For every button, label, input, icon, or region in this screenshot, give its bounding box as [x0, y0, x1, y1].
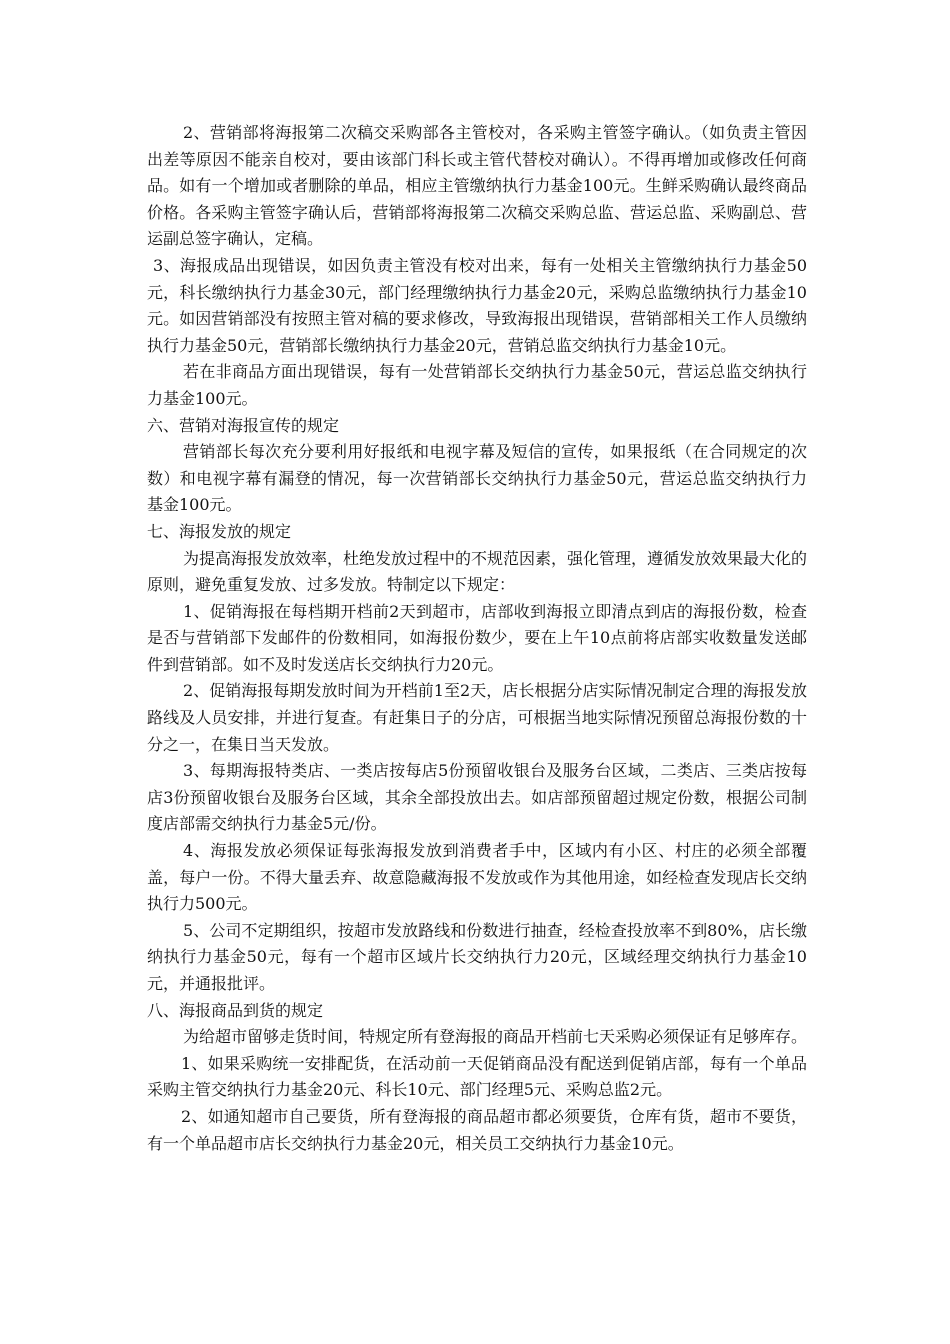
paragraph-non-product-errors: 若在非商品方面出现错误，每有一处营销部长交纳执行力基金50元，营运总监交纳执行力基金100元。 [147, 362, 807, 408]
paragraph-distribution-rule-2: 2、促销海报每期发放时间为开档前1至2天，店长根据分店实际情况制定合理的海报发放路线及人员安排，并进行复查。有赶集日子的分店，可根据当地实际情况预留总海报份数的十分之一，在集日当天发放。 [147, 681, 807, 754]
paragraph-promotion-rules: 营销部长每次充分要利用好报纸和电视字幕及短信的宣传，如果报纸（在合同规定的次数）和电视字幕有漏登的情况，每一次营销部长交纳执行力基金50元，营运总监交纳执行力基金100元。 [147, 442, 807, 515]
document-page [147, 120, 807, 1157]
paragraph-distribution-rule-5: 5、公司不定期组织，按超市发放路线和份数进行抽查，经检查投放率不到80%，店长缴纳执行力基金50元，每有一个超市区域片长交纳执行力20元，区域经理交纳执行力基金10元，并通报批评。 [147, 920, 807, 993]
paragraph-arrival-rule-1: 1、如果采购统一安排配货，在活动前一天促销商品没有配送到促销店部，每有一个单品采购主管交纳执行力基金20元、科长10元、部门经理5元、采购总监2元。 [147, 1053, 807, 1100]
paragraph-arrival-intro: 为给超市留够走货时间，特规定所有登海报的商品开档前七天采购必须保证有足够库存。 [183, 1027, 808, 1047]
section-heading-7: 七、海报发放的规定 [147, 521, 292, 541]
paragraph-item-2-proof-review: 2、营销部将海报第二次稿交采购部各主管校对，各采购主管签字确认。（如负责主管因出差等原因不能亲自校对，要由该部门科长或主管代替校对确认）。不得再增加或修改任何商品。如有一个增加或者删除的单品，相应主管缴纳执行力基金100元。生鲜采购确认最终商品价格。各采购主管签字确认后，营销部将海报第二次稿交采购总监、营运总监、采购副总、营运副总签字确认，定稿。 [147, 123, 807, 249]
paragraph-arrival-rule-2: 2、如通知超市自己要货，所有登海报的商品超市都必须要货，仓库有货，超市不要货，有一个单品超市店长交纳执行力基金20元，相关员工交纳执行力基金10元。 [147, 1106, 807, 1153]
paragraph-distribution-intro: 为提高海报发放效率，杜绝发放过程中的不规范因素，强化管理，遵循发放效果最大化的原则，避免重复发放、过多发放。特制定以下规定： [147, 548, 808, 595]
paragraph-distribution-rule-3: 3、每期海报特类店、一类店按每店5份预留收银台及服务台区域，二类店、三类店按每店3份预留收银台及服务台区域，其余全部投放出去。如店部预留超过规定份数，根据公司制度店部需交纳执行力基金5元/份。 [147, 761, 807, 834]
paragraph-distribution-rule-1: 1、促销海报在每档期开档前2天到超市，店部收到海报立即清点到店的海报份数，检查是否与营销部下发邮件的份数相同，如海报份数少，要在上午10点前将店部实收数量发送邮件到营销部。如不及时发送店长交纳执行力20元。 [147, 601, 807, 674]
section-heading-6: 六、营销对海报宣传的规定 [147, 415, 340, 435]
paragraph-distribution-rule-4: 4、海报发放必须保证每张海报发放到消费者手中，区域内有小区、村庄的必须全部覆盖，每户一份。不得大量丢弃、故意隐藏海报不发放或作为其他用途，如经检查发现店长交纳执行力500元。 [147, 841, 807, 914]
paragraph-item-3-poster-errors: 3、海报成品出现错误，如因负责主管没有校对出来，每有一处相关主管缴纳执行力基金50元，科长缴纳执行力基金30元，部门经理缴纳执行力基金20元，采购总监缴纳执行力基金10元。如因营销部没有按照主管对稿的要求修改，导致海报出现错误，营销部相关工作人员缴纳执行力基金50元，营销部长缴纳执行力基金20元，营销总监交纳执行力基金10元。 [147, 255, 807, 355]
section-heading-8: 八、海报商品到货的规定 [147, 1000, 324, 1020]
